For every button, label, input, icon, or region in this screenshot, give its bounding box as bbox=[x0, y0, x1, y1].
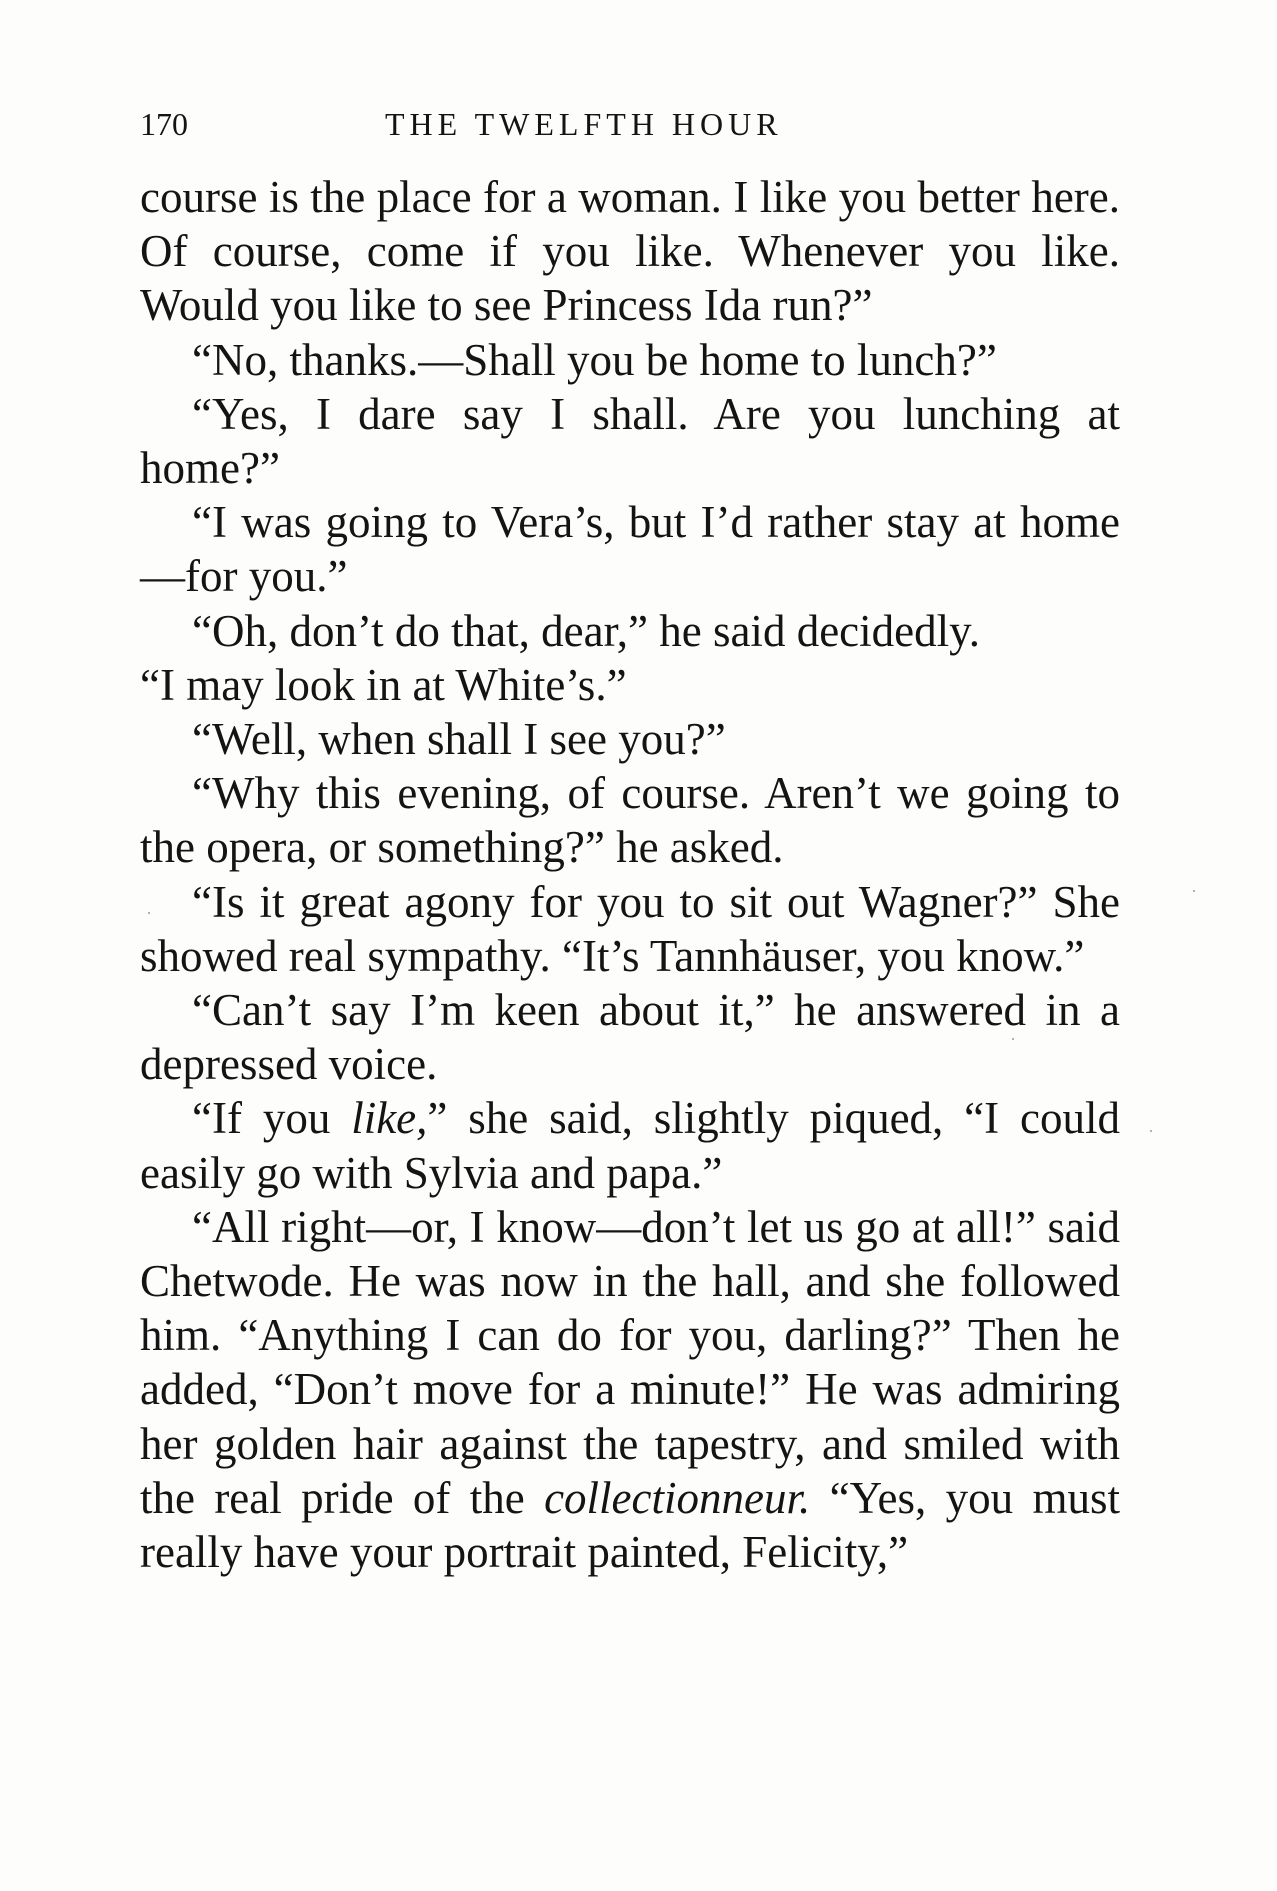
paragraph bbox=[140, 1200, 1120, 1579]
text-run: “Why this evening, of course. Aren’t we going to the opera, or something?” he asked. bbox=[140, 768, 1120, 873]
paper-speck bbox=[1012, 1038, 1014, 1040]
paper-speck bbox=[148, 912, 150, 914]
text-run: “All right—or, I know—don’t let us go at all!” said Chetwode. He was now in the hall, and she followed him. “Anything I can do for you, darling?” Then he added, “Don’t move for a minute!” He was admiring her golden hair against the tapestry, and smiled with the real pride of the bbox=[140, 1201, 1120, 1523]
italic-text: collectionneur. bbox=[544, 1472, 811, 1523]
paper-speck bbox=[1150, 1130, 1152, 1132]
italic-text: like, bbox=[351, 1093, 428, 1144]
text-run: “If you bbox=[192, 1093, 352, 1144]
text-run: “Oh, don’t do that, dear,” he said decidedly. bbox=[192, 605, 980, 656]
paragraph bbox=[140, 658, 1120, 712]
text-run: “Can’t say I’m keen about it,” he answered in a depressed voice. bbox=[140, 985, 1120, 1090]
text-run: “Is it great agony for you to sit out Wagner?” She showed real sympathy. “It’s Tannhäuser, you know.” bbox=[140, 876, 1120, 981]
paragraph bbox=[140, 983, 1120, 1091]
paper-speck bbox=[1193, 890, 1195, 892]
text-run: “No, thanks.—Shall you be home to lunch?” bbox=[192, 334, 997, 385]
paragraph bbox=[140, 1091, 1120, 1199]
text-run: “Yes, I dare say I shall. Are you lunching at home?” bbox=[140, 388, 1120, 494]
body-text bbox=[140, 170, 1120, 1579]
paragraph bbox=[140, 766, 1120, 874]
running-head bbox=[140, 100, 1120, 150]
paragraph bbox=[140, 170, 1120, 333]
running-title: THE TWELFTH HOUR bbox=[385, 106, 783, 142]
text-run: ” she said, slightly piqued, “I could easily go with Sylvia and papa.” bbox=[140, 1093, 1120, 1198]
text-run: “I may look in at White’s.” bbox=[140, 659, 627, 710]
text-run: “Well, when shall I see you?” bbox=[192, 714, 726, 765]
text-run: “I was going to Vera’s, but I’d rather stay at home—for you.” bbox=[140, 497, 1120, 602]
paragraph bbox=[140, 495, 1120, 603]
text-run: course is the place for a woman. I like you better here. Of course, come if you like. Whenever you like. Would you like to see Princess Ida run?” bbox=[140, 172, 1120, 331]
paragraph bbox=[140, 604, 1120, 658]
paragraph bbox=[140, 712, 1120, 766]
paragraph bbox=[140, 333, 1120, 387]
paragraph bbox=[140, 387, 1120, 495]
paragraph bbox=[140, 875, 1120, 983]
text-run: “Yes, you must really have your portrait painted, Felicity,” bbox=[140, 1472, 1120, 1578]
page-number: 170 bbox=[140, 106, 188, 142]
